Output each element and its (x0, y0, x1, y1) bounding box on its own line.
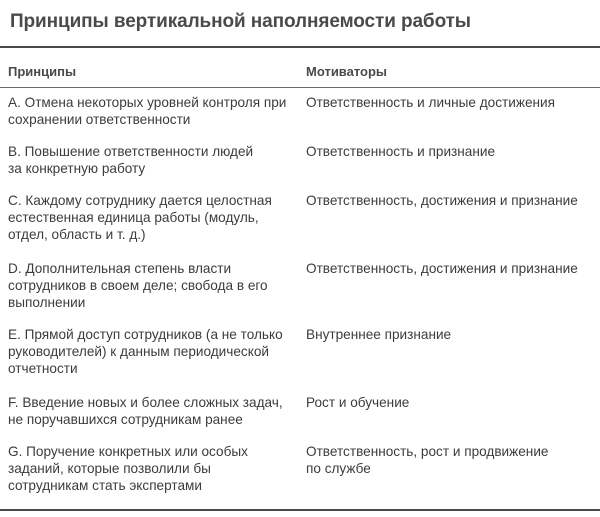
principle-line: заданий, которые позволили бы (8, 461, 211, 476)
principle-cell (8, 192, 298, 243)
motivator-line: Рост и обучение (306, 395, 410, 410)
motivator-line: по службе (306, 461, 371, 476)
principle-line: G. Поручение конкретных или особых (8, 444, 248, 459)
motivator-cell (306, 394, 596, 411)
bottom-divider (0, 509, 600, 511)
principle-line: отчетности (8, 361, 78, 376)
principle-line: руководителей) к данным периодической (8, 344, 269, 359)
motivator-cell (306, 260, 596, 277)
principle-line: E. Прямой доступ сотрудников (а не только (8, 327, 283, 342)
principle-line: сотрудникам стать экспертами (8, 478, 202, 493)
motivator-line: Ответственность, достижения и признание (306, 193, 578, 208)
principle-cell (8, 94, 298, 128)
principle-line: C. Каждому сотруднику дается целостная (8, 193, 272, 208)
motivator-line: Внутреннее признание (306, 327, 452, 342)
principle-line: F. Введение новых и более сложных задач, (8, 395, 283, 410)
principle-line: отдел, область и т. д.) (8, 227, 146, 242)
header-motivators: Мотиваторы (306, 64, 388, 79)
principle-line: выполнении (8, 295, 86, 310)
motivator-line: Ответственность и признание (306, 144, 496, 159)
principle-line: сохранении ответственности (8, 112, 191, 127)
header-principles: Принципы (8, 64, 77, 79)
motivator-cell (306, 94, 596, 111)
principle-line: B. Повышение ответственности людей (8, 144, 254, 159)
motivator-line: Ответственность, достижения и признание (306, 261, 578, 276)
principle-line: сотрудников в своем деле; свобода в его (8, 278, 268, 293)
principle-cell (8, 394, 298, 428)
principle-cell (8, 260, 298, 311)
page-title: Принципы вертикальной наполняемости работы (10, 11, 471, 32)
header-divider (0, 87, 600, 88)
top-divider (0, 46, 600, 48)
principle-line: естественная единица работы (модуль, (8, 210, 259, 225)
principle-line: не поручавшихся сотрудникам ранее (8, 412, 243, 427)
principle-cell (8, 143, 298, 177)
motivator-line: Ответственность, рост и продвижение (306, 444, 549, 459)
principle-line: A. Отмена некоторых уровней контроля при (8, 95, 287, 110)
principle-line: D. Дополнительная степень власти (8, 261, 232, 276)
principle-line: за конкретную работу (8, 161, 146, 176)
motivator-line: Ответственность и личные достижения (306, 95, 555, 110)
principle-cell (8, 326, 298, 377)
principle-cell (8, 443, 298, 494)
motivator-cell (306, 143, 596, 160)
motivator-cell (306, 443, 596, 477)
motivator-cell (306, 326, 596, 343)
motivator-cell (306, 192, 596, 209)
